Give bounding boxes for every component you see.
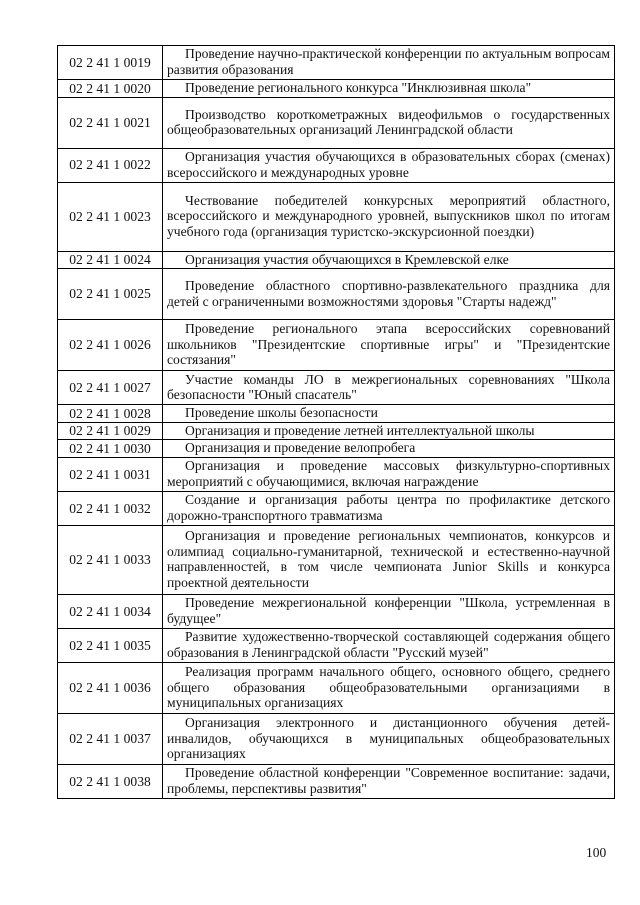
description-cell: Создание и организация работы центра по профилактике детского дорожно-транспортного травматизма	[163, 491, 615, 525]
description-cell: Проведение школы безопасности	[163, 405, 615, 423]
description-cell: Производство короткометражных видеофильмов о государственных общеобразовательных организаций Ленинградской области	[163, 97, 615, 148]
budget-code-cell: 02 2 41 1 0032	[58, 491, 163, 525]
table-row	[58, 594, 615, 628]
table-row	[58, 764, 615, 798]
budget-code-cell: 02 2 41 1 0030	[58, 440, 163, 458]
table-row	[58, 628, 615, 662]
description-cell: Участие команды ЛО в межрегиональных соревнованиях "Школа безопасности "Юный спасатель"	[163, 371, 615, 405]
description-cell: Организация участия обучающихся в Кремлевской елке	[163, 251, 615, 269]
description-cell: Организация участия обучающихся в образовательных сборах (сменах) всероссийского и международных уровне	[163, 148, 615, 182]
budget-code-cell: 02 2 41 1 0022	[58, 148, 163, 182]
description-cell: Организация электронного и дистанционного обучения детей-инвалидов, обучающихся в муниципальных общеобразовательных организациях	[163, 713, 615, 764]
table-row	[58, 320, 615, 371]
table-row	[58, 440, 615, 458]
table-row	[58, 251, 615, 269]
description-cell: Реализация программ начального общего, основного общего, среднего общего образования общеобразовательными организациями в муниципальных организациях	[163, 662, 615, 713]
budget-code-cell: 02 2 41 1 0037	[58, 713, 163, 764]
budget-code-cell: 02 2 41 1 0033	[58, 525, 163, 594]
table-row	[58, 457, 615, 491]
table-row	[58, 405, 615, 423]
description-cell: Организация и проведение летней интеллектуальной школы	[163, 422, 615, 440]
table-row	[58, 713, 615, 764]
description-cell: Проведение регионального этапа всероссийских соревнований школьников "Президентские спортивные игры" и "Президентские состязания"	[163, 320, 615, 371]
table-row	[58, 662, 615, 713]
description-cell: Чествование победителей конкурсных мероприятий областного, всероссийского и международного уровней, выпускников школ по итогам учебного года (организация туристско-экскурсионной поездки)	[163, 182, 615, 251]
budget-code-cell: 02 2 41 1 0036	[58, 662, 163, 713]
budget-code-cell: 02 2 41 1 0038	[58, 764, 163, 798]
budget-code-table	[57, 45, 615, 799]
description-cell: Организация и проведение велопробега	[163, 440, 615, 458]
table-row	[58, 371, 615, 405]
table-row	[58, 182, 615, 251]
budget-code-cell: 02 2 41 1 0031	[58, 457, 163, 491]
table-row	[58, 269, 615, 320]
table-row	[58, 80, 615, 98]
description-cell: Проведение областной конференции "Современное воспитание: задачи, проблемы, перспективы развития"	[163, 764, 615, 798]
table-row	[58, 525, 615, 594]
budget-code-cell: 02 2 41 1 0034	[58, 594, 163, 628]
table-row	[58, 148, 615, 182]
budget-code-cell: 02 2 41 1 0025	[58, 269, 163, 320]
description-cell: Проведение научно-практической конференции по актуальным вопросам развития образования	[163, 46, 615, 80]
budget-code-cell: 02 2 41 1 0029	[58, 422, 163, 440]
description-cell: Организация и проведение региональных чемпионатов, конкурсов и олимпиад социально-гуманитарной, технической и естественно-научной направленностей, в том числе чемпионата Junior Skills и конкурса проектной деятельности	[163, 525, 615, 594]
description-cell: Проведение регионального конкурса "Инклюзивная школа"	[163, 80, 615, 98]
budget-code-cell: 02 2 41 1 0020	[58, 80, 163, 98]
budget-code-cell: 02 2 41 1 0021	[58, 97, 163, 148]
table-row	[58, 46, 615, 80]
budget-code-cell: 02 2 41 1 0023	[58, 182, 163, 251]
description-cell: Проведение областного спортивно-развлекательного праздника для детей с ограниченными возможностями здоровья "Старты надежд"	[163, 269, 615, 320]
budget-code-cell: 02 2 41 1 0027	[58, 371, 163, 405]
table-body	[58, 46, 615, 799]
table-row	[58, 97, 615, 148]
budget-code-cell: 02 2 41 1 0028	[58, 405, 163, 423]
page-number: 100	[586, 845, 607, 860]
description-cell: Проведение межрегиональной конференции "Школа, устремленная в будущее"	[163, 594, 615, 628]
budget-code-cell: 02 2 41 1 0026	[58, 320, 163, 371]
table-row	[58, 491, 615, 525]
budget-code-cell: 02 2 41 1 0035	[58, 628, 163, 662]
budget-code-cell: 02 2 41 1 0024	[58, 251, 163, 269]
description-cell: Развитие художественно-творческой составляющей содержания общего образования в Ленинградской области "Русский музей"	[163, 628, 615, 662]
description-cell: Организация и проведение массовых физкультурно-спортивных мероприятий с обучающимися, включая награждение	[163, 457, 615, 491]
table-row	[58, 422, 615, 440]
budget-code-cell: 02 2 41 1 0019	[58, 46, 163, 80]
